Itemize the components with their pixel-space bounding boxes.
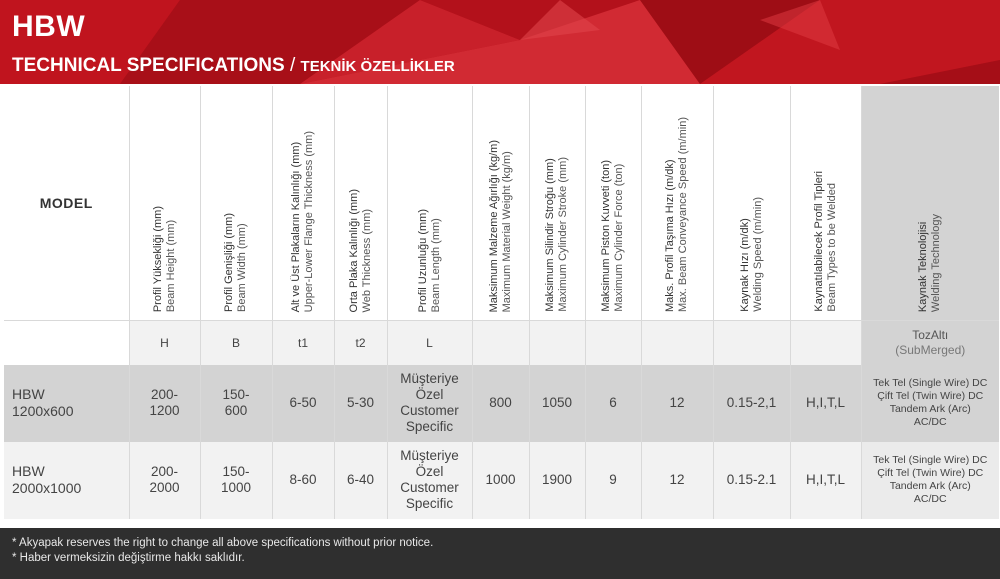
symbol-cell bbox=[585, 321, 641, 365]
header-cell bbox=[129, 86, 200, 321]
model-header: MODEL bbox=[4, 86, 129, 321]
cell-width: 150- 1000 bbox=[200, 442, 272, 519]
welding-symbol: TozAltı bbox=[912, 327, 949, 342]
cell-welding-speed: 0.15-2.1 bbox=[713, 442, 790, 519]
cell-weight: 1000 bbox=[472, 442, 529, 519]
footer-note-tr: * Haber vermeksizin değiştirme hakkı saklıdır. bbox=[12, 552, 245, 564]
footer-notes bbox=[0, 528, 1000, 579]
cell-conveyance: 12 bbox=[641, 365, 713, 442]
page-title: HBW bbox=[12, 10, 86, 43]
cell-height: 200- 1200 bbox=[129, 365, 200, 442]
header-en: Beam Types to be Welded bbox=[825, 183, 838, 312]
symbol-cell bbox=[713, 321, 790, 365]
header-cell bbox=[472, 86, 529, 321]
header-cell bbox=[529, 86, 585, 321]
cell-height: 200- 2000 bbox=[129, 442, 200, 519]
symbol-cell: H bbox=[129, 321, 200, 365]
header-tr: Maksimum Malzeme Ağırlığı (kg/m) bbox=[487, 139, 500, 312]
header-cell bbox=[713, 86, 790, 321]
header-tr: Maksimum Piston Kuvveti (ton) bbox=[600, 160, 612, 312]
cell-t2: 5-30 bbox=[334, 365, 387, 442]
symbol-cell bbox=[529, 321, 585, 365]
model-size: 1200x600 bbox=[12, 403, 74, 419]
header-cell bbox=[272, 86, 334, 321]
cell-t1: 8-60 bbox=[272, 442, 334, 519]
header-tr: Kaynatılabilecek Profil Tipleri bbox=[812, 171, 825, 312]
symbol-cell bbox=[641, 321, 713, 365]
header-en: Max. Beam Conveyance Speed (m/min) bbox=[677, 116, 689, 312]
header-en: Beam Width (mm) bbox=[236, 223, 248, 312]
cell-force: 6 bbox=[585, 365, 641, 442]
header-en: Welding Technology bbox=[930, 213, 943, 312]
model-size: 2000x1000 bbox=[12, 480, 82, 496]
cell-beam-types: H,I,T,L bbox=[790, 442, 861, 519]
header-tr: Orta Plaka Kalınlığı (mm) bbox=[347, 188, 360, 312]
header-cell bbox=[200, 86, 272, 321]
subtitle-en: TECHNICAL SPECIFICATIONS bbox=[12, 55, 285, 76]
header-tr: Profil Yüksekliği (mm) bbox=[151, 205, 164, 312]
cell-weight: 800 bbox=[472, 365, 529, 442]
header-en: Beam Height (mm) bbox=[164, 219, 177, 312]
subtitle-separator: / bbox=[284, 55, 301, 76]
header-en: Beam Length (mm) bbox=[429, 217, 442, 312]
header-banner bbox=[0, 0, 1000, 84]
header-tr: Maksimum Silindir Stroğu (mm) bbox=[544, 158, 556, 312]
cell-force: 9 bbox=[585, 442, 641, 519]
footer-note-en: * Akyapak reserves the right to change all above specifications without prior notice. bbox=[12, 537, 434, 549]
model-cell bbox=[4, 365, 129, 442]
cell-beam-types: H,I,T,L bbox=[790, 365, 861, 442]
header-tr: Profil Uzunluğu (mm) bbox=[416, 208, 429, 312]
cell-welding-tech: Tek Tel (Single Wire) DC Çift Tel (Twin Wire) DC Tandem Ark (Arc) AC/DC bbox=[861, 365, 999, 442]
header-cell bbox=[585, 86, 641, 321]
cell-width: 150- 600 bbox=[200, 365, 272, 442]
welding-symbol-sub: (SubMerged) bbox=[895, 342, 966, 357]
header-cell bbox=[861, 86, 999, 321]
header-en: Maximum Material Weight (kg/m) bbox=[500, 150, 513, 312]
header-tr: Profil Genişliği (mm) bbox=[223, 212, 235, 312]
header-en: Web Thickness (mm) bbox=[360, 208, 373, 312]
cell-conveyance: 12 bbox=[641, 442, 713, 519]
subtitle-tr: TEKNİK ÖZELLİKLER bbox=[300, 58, 455, 75]
symbol-cell: L bbox=[387, 321, 472, 365]
header-tr: Kaynak Hızı (m/dk) bbox=[738, 218, 751, 312]
header-cell bbox=[387, 86, 472, 321]
symbol-cell: B bbox=[200, 321, 272, 365]
header-tr: Kaynak Teknolojisi bbox=[917, 221, 930, 312]
header-cell bbox=[790, 86, 861, 321]
header-cell bbox=[641, 86, 713, 321]
header-row bbox=[4, 86, 999, 321]
model-name: HBW bbox=[12, 463, 45, 479]
page-subtitle bbox=[12, 55, 455, 77]
cell-t2: 6-40 bbox=[334, 442, 387, 519]
cell-welding-tech: Tek Tel (Single Wire) DC Çift Tel (Twin Wire) DC Tandem Ark (Arc) AC/DC bbox=[861, 442, 999, 519]
header-en: Welding Speed (m/min) bbox=[751, 197, 764, 312]
table-row bbox=[4, 365, 999, 442]
header-en: Maximum Cylinder Force (ton) bbox=[613, 164, 625, 312]
model-cell bbox=[4, 442, 129, 519]
symbol-cell-empty bbox=[4, 321, 129, 365]
cell-length: Müşteriye Özel Customer Specific bbox=[387, 442, 472, 519]
header-en: Maximum Cylinder Stroke (mm) bbox=[557, 157, 569, 312]
symbol-cell: t2 bbox=[334, 321, 387, 365]
cell-welding-speed: 0.15-2,1 bbox=[713, 365, 790, 442]
header-tr: Alt ve Üst Plakaların Kalınlığı (mm) bbox=[290, 141, 302, 312]
header-cell bbox=[334, 86, 387, 321]
cell-t1: 6-50 bbox=[272, 365, 334, 442]
symbol-cell-welding bbox=[861, 321, 999, 365]
cell-stroke: 1050 bbox=[529, 365, 585, 442]
symbol-cell bbox=[790, 321, 861, 365]
header-tr: Maks. Profil Taşıma Hızı (m/dk) bbox=[664, 159, 676, 312]
symbol-cell bbox=[472, 321, 529, 365]
spec-table bbox=[4, 86, 999, 519]
header-en: Upper-Lower Flange Thickness (mm) bbox=[303, 130, 315, 312]
cell-stroke: 1900 bbox=[529, 442, 585, 519]
table-row bbox=[4, 442, 999, 519]
model-name: HBW bbox=[12, 386, 45, 402]
symbol-cell: t1 bbox=[272, 321, 334, 365]
cell-length: Müşteriye Özel Customer Specific bbox=[387, 365, 472, 442]
symbol-row bbox=[4, 321, 999, 365]
